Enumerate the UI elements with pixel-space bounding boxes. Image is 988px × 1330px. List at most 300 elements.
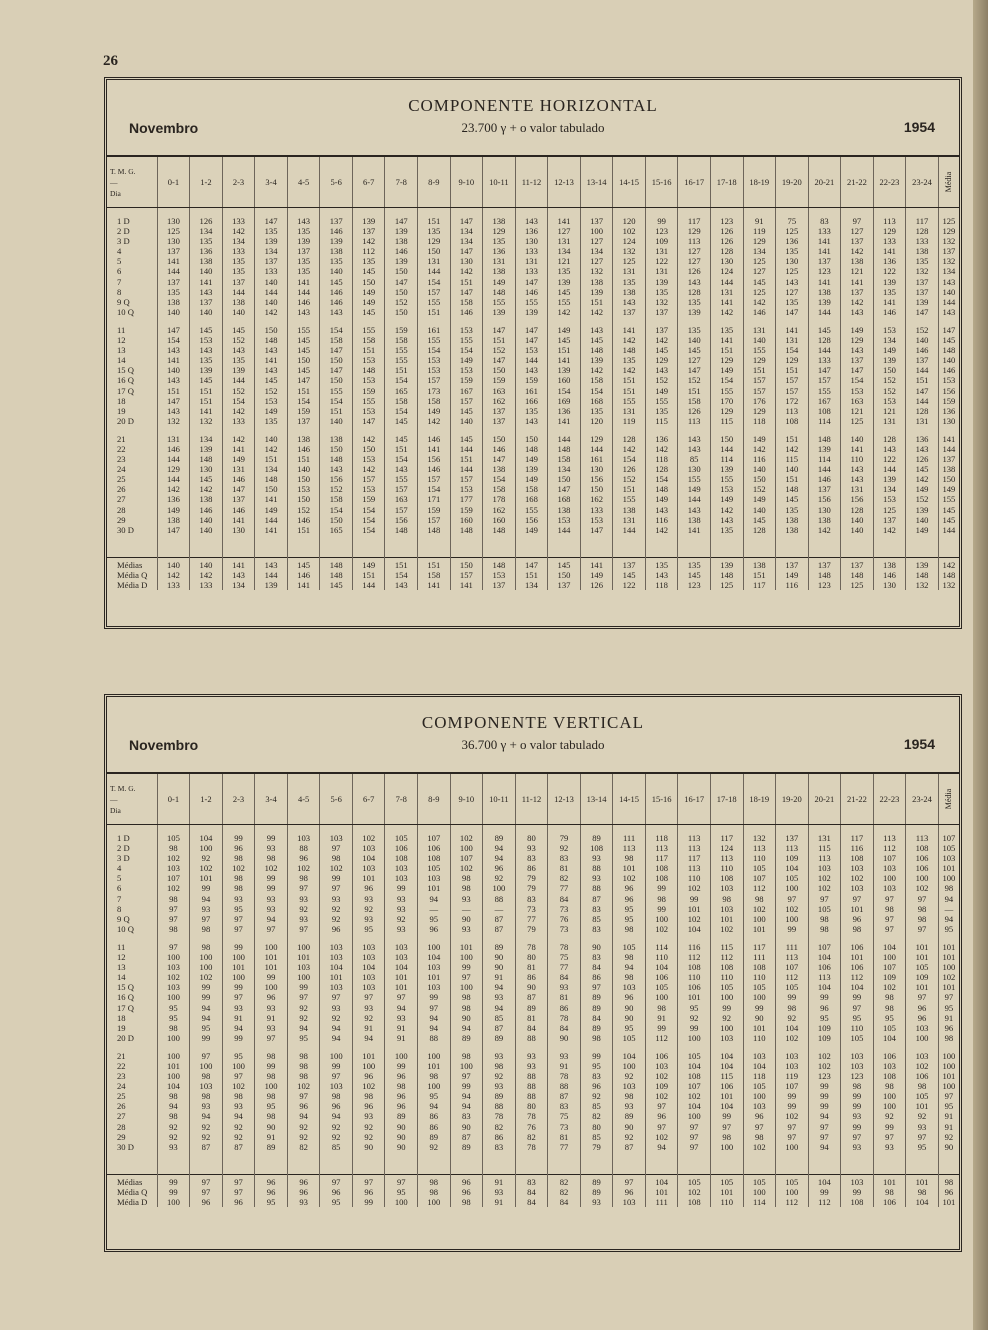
cell-value: 144 (222, 287, 255, 297)
cell-value: 130 (776, 256, 809, 266)
daily-mean: 148 (938, 345, 959, 355)
cell-value: 86 (515, 972, 548, 982)
cell-value: 137 (320, 216, 353, 226)
cell-value: 93 (222, 1003, 255, 1013)
cell-value: 104 (776, 1023, 809, 1033)
cell-value: 143 (613, 297, 646, 307)
cell-value: 140 (841, 525, 874, 535)
cell-value: 82 (548, 873, 581, 883)
cell-value: 100 (190, 962, 223, 972)
cell-value: 143 (678, 505, 711, 515)
cell-value: 111 (645, 1197, 678, 1207)
cell-value: 153 (873, 396, 906, 406)
cell-value: 129 (841, 335, 874, 345)
cell-value: 90 (483, 962, 516, 972)
cell-value: 88 (418, 1033, 451, 1043)
cell-value: 95 (255, 1101, 288, 1111)
cell-value: 155 (613, 494, 646, 504)
cell-value: 100 (255, 982, 288, 992)
cell-value: 144 (548, 525, 581, 535)
cell-value: 107 (873, 962, 906, 972)
cell-value: 102 (808, 873, 841, 883)
cell-value: 97 (776, 894, 809, 904)
row-label: 15 Q (117, 982, 134, 993)
cell-value: 101 (841, 952, 874, 962)
table-row (107, 1071, 959, 1081)
cell-value: 138 (190, 494, 223, 504)
cell-value: 150 (320, 515, 353, 525)
cell-value: 142 (841, 297, 874, 307)
hour-header: 10-11 (483, 157, 516, 208)
cell-value: 155 (678, 474, 711, 484)
cell-value: 173 (418, 386, 451, 396)
cell-value: 86 (515, 863, 548, 873)
cell-value: 112 (776, 972, 809, 982)
cell-value: 154 (548, 386, 581, 396)
cell-value: 129 (645, 355, 678, 365)
cell-value: 128 (873, 434, 906, 444)
daily-mean: 92 (938, 1132, 959, 1142)
daily-mean: 91 (938, 1111, 959, 1121)
row-label: Médias (107, 1174, 157, 1187)
table-row (107, 1111, 959, 1121)
cell-value: 147 (157, 525, 190, 535)
cell-value: 144 (808, 464, 841, 474)
daily-mean: 145 (938, 515, 959, 525)
cell-value: 136 (906, 434, 939, 444)
cell-value: 143 (841, 464, 874, 474)
cell-value: 142 (613, 335, 646, 345)
mean-header-label: Média (943, 172, 953, 193)
cell-value: 108 (906, 843, 939, 853)
cell-value: 141 (255, 525, 288, 535)
cell-value: 151 (352, 345, 385, 355)
cell-value: 109 (776, 853, 809, 863)
cell-value: 151 (255, 454, 288, 464)
cell-value: 132 (906, 266, 939, 276)
cell-value: 141 (157, 256, 190, 266)
cell-value: 98 (255, 853, 288, 863)
cell-value: 135 (776, 505, 809, 515)
cell-value: 82 (580, 1111, 613, 1121)
cell-value: 135 (222, 266, 255, 276)
cell-value: 92 (418, 1142, 451, 1152)
cell-value: 135 (613, 355, 646, 365)
cell-value: 100 (678, 1033, 711, 1043)
cell-value: 142 (352, 464, 385, 474)
row-label: 16 Q (117, 992, 134, 1003)
cell-value: 143 (678, 434, 711, 444)
cell-value: 73 (548, 904, 581, 914)
cell-value: 90 (613, 1003, 646, 1013)
cell-value: 122 (873, 454, 906, 464)
cell-value: 84 (548, 972, 581, 982)
cell-value: 93 (841, 1142, 874, 1152)
cell-value: 101 (678, 904, 711, 914)
cell-value: 146 (222, 505, 255, 515)
cell-value: 159 (352, 386, 385, 396)
cell-value: 150 (255, 325, 288, 335)
cell-value: 102 (776, 1033, 809, 1043)
cell-value: 135 (580, 406, 613, 416)
daily-mean: 90 (938, 1142, 959, 1152)
cell-value: 103 (808, 863, 841, 873)
cell-value: 91 (255, 1132, 288, 1142)
cell-value: 137 (580, 216, 613, 226)
cell-value: 101 (678, 992, 711, 1002)
section-month: Novembro (129, 737, 199, 753)
row-label: 27 (117, 1111, 126, 1122)
cell-value: 92 (320, 1013, 353, 1023)
cell-value: 98 (613, 952, 646, 962)
cell-value: 144 (515, 355, 548, 365)
cell-value: 93 (190, 904, 223, 914)
cell-value: 143 (157, 345, 190, 355)
cell-value: 178 (483, 494, 516, 504)
cell-value: 142 (222, 406, 255, 416)
cell-value: 137 (190, 297, 223, 307)
cell-value: 94 (483, 853, 516, 863)
cell-value: 93 (548, 1051, 581, 1061)
cell-value: 148 (483, 525, 516, 535)
cell-value: 94 (320, 1111, 353, 1121)
cell-value: 154 (287, 396, 320, 406)
cell-value: 158 (580, 375, 613, 385)
cell-value: 100 (157, 1197, 190, 1207)
cell-value: 97 (808, 1122, 841, 1132)
cell-value: 155 (385, 474, 418, 484)
cell-value: 151 (450, 454, 483, 464)
cell-value: 102 (320, 863, 353, 873)
cell-value: 103 (157, 982, 190, 992)
cell-value: 137 (645, 325, 678, 335)
cell-value: 142 (776, 444, 809, 454)
cell-value: 99 (255, 873, 288, 883)
cell-value: 89 (483, 1033, 516, 1043)
cell-value: 133 (515, 266, 548, 276)
cell-value: 94 (418, 1013, 451, 1023)
cell-value: 105 (776, 1174, 809, 1187)
cell-value: 113 (613, 843, 646, 853)
cell-value: 98 (190, 1091, 223, 1101)
cell-value: 158 (352, 335, 385, 345)
cell-value: 152 (385, 297, 418, 307)
hour-header: 22-23 (873, 157, 906, 208)
cell-value: 100 (645, 992, 678, 1002)
cell-value: 93 (352, 894, 385, 904)
cell-value: 98 (157, 894, 190, 904)
cell-value: 139 (320, 236, 353, 246)
cell-value: 132 (580, 266, 613, 276)
spacer-row (107, 208, 959, 217)
cell-value: 138 (841, 256, 874, 266)
cell-value: 91 (385, 1023, 418, 1033)
cell-value: 131 (645, 246, 678, 256)
cell-value: 105 (678, 1051, 711, 1061)
cell-value: 116 (678, 942, 711, 952)
cell-value: 89 (483, 833, 516, 843)
table-row (107, 863, 959, 873)
cell-value: 89 (580, 992, 613, 1002)
cell-value: 153 (841, 386, 874, 396)
table-row (107, 515, 959, 525)
cell-value: 103 (613, 982, 646, 992)
daily-mean: 156 (938, 386, 959, 396)
cell-value: 145 (743, 515, 776, 525)
row-label: 16 Q (117, 375, 134, 386)
cell-value: 115 (645, 416, 678, 426)
cell-value: 95 (613, 914, 646, 924)
cell-value: 107 (678, 1081, 711, 1091)
row-label: Média Q (117, 569, 148, 580)
cell-value: 153 (418, 365, 451, 375)
cell-value: 141 (548, 355, 581, 365)
cell-value: 105 (743, 863, 776, 873)
cell-value: 135 (157, 287, 190, 297)
cell-value: 105 (873, 1023, 906, 1033)
cell-value: 113 (710, 853, 743, 863)
cell-value: 126 (678, 266, 711, 276)
cell-value: 113 (678, 416, 711, 426)
cell-value: 129 (743, 355, 776, 365)
cell-value: 130 (580, 464, 613, 474)
cell-value: 95 (190, 1023, 223, 1033)
cell-value: 113 (906, 833, 939, 843)
cell-value: 103 (743, 1101, 776, 1111)
hour-header: 11-12 (515, 774, 548, 825)
cell-value: 98 (743, 1132, 776, 1142)
cell-value: 98 (776, 1003, 809, 1013)
cell-value: 135 (320, 256, 353, 266)
cell-value: 93 (255, 904, 288, 914)
cell-value: 150 (548, 570, 581, 580)
row-label: 23 (117, 454, 126, 465)
cell-value: 138 (157, 515, 190, 525)
cell-value: 103 (906, 1023, 939, 1033)
cell-value: 140 (157, 365, 190, 375)
cell-value: 103 (710, 904, 743, 914)
cell-value: 139 (808, 444, 841, 454)
cell-value: 97 (352, 1174, 385, 1187)
cell-value: 147 (157, 396, 190, 406)
hour-header: 0-1 (157, 774, 190, 825)
row-label: 13 (117, 345, 126, 356)
cell-value: 142 (873, 525, 906, 535)
spacer-row (107, 1043, 959, 1051)
daily-mean: 125 (938, 216, 959, 226)
cell-value: 114 (808, 416, 841, 426)
cell-value: 126 (710, 236, 743, 246)
cell-value: 151 (418, 216, 451, 226)
cell-value: 141 (841, 277, 874, 287)
cell-value: 100 (776, 1142, 809, 1152)
cell-value: 153 (548, 515, 581, 525)
cell-value: 139 (222, 365, 255, 375)
hour-header: 22-23 (873, 774, 906, 825)
row-label: 30 D (117, 1141, 134, 1152)
cell-value: 92 (352, 1013, 385, 1023)
cell-value: 96 (352, 1187, 385, 1197)
hour-header: 21-22 (841, 157, 874, 208)
cell-value: 150 (580, 484, 613, 494)
cell-value: 126 (710, 226, 743, 236)
cell-value: 134 (873, 484, 906, 494)
table-row (107, 416, 959, 426)
cell-value: 117 (743, 580, 776, 590)
cell-value: 92 (287, 1003, 320, 1013)
cell-value: 99 (222, 1033, 255, 1043)
section-header (107, 80, 959, 157)
cell-value: 136 (645, 434, 678, 444)
cell-value: 98 (450, 1197, 483, 1207)
cell-value: 112 (873, 843, 906, 853)
cell-value: 78 (515, 1142, 548, 1152)
cell-value: 145 (548, 287, 581, 297)
cell-value: 99 (222, 982, 255, 992)
cell-value: 95 (418, 914, 451, 924)
daily-mean: 140 (938, 355, 959, 365)
cell-value: 138 (190, 256, 223, 266)
cell-value: 150 (385, 287, 418, 297)
cell-value: 87 (613, 1142, 646, 1152)
cell-value: 92 (906, 1111, 939, 1121)
cell-value: 98 (873, 1003, 906, 1013)
cell-value: 151 (613, 386, 646, 396)
cell-value: 147 (678, 365, 711, 375)
cell-value: 102 (287, 863, 320, 873)
cell-value: 157 (776, 386, 809, 396)
cell-value: 85 (580, 1101, 613, 1111)
cell-value: 130 (873, 580, 906, 590)
row-label: 8 (117, 903, 122, 914)
cell-value: 139 (906, 297, 939, 307)
cell-value: 99 (255, 972, 288, 982)
cell-value: 125 (841, 416, 874, 426)
cell-value: 98 (450, 873, 483, 883)
cell-value: 131 (613, 515, 646, 525)
cell-value: 98 (287, 873, 320, 883)
cell-value: 144 (808, 307, 841, 317)
cell-value: 75 (776, 216, 809, 226)
cell-value: 143 (385, 580, 418, 590)
cell-value: 152 (483, 345, 516, 355)
cell-value: 130 (222, 525, 255, 535)
cell-value: 142 (190, 570, 223, 580)
cell-value: 98 (222, 853, 255, 863)
cell-value: 102 (190, 972, 223, 982)
table-row (107, 972, 959, 982)
cell-value: 96 (222, 1197, 255, 1207)
cell-value: 113 (873, 833, 906, 843)
cell-value: 106 (873, 1197, 906, 1207)
cell-value: 93 (873, 1142, 906, 1152)
cell-value: 125 (776, 226, 809, 236)
cell-value: 96 (222, 843, 255, 853)
cell-value: 97 (222, 1174, 255, 1187)
cell-value: 148 (320, 570, 353, 580)
cell-value: 150 (743, 474, 776, 484)
cell-value: 98 (352, 1091, 385, 1101)
cell-value: 137 (255, 256, 288, 266)
cell-value: 142 (580, 307, 613, 317)
table-row (107, 843, 959, 853)
cell-value: 96 (352, 1071, 385, 1081)
cell-value: 133 (808, 355, 841, 365)
cell-value: 103 (873, 1061, 906, 1071)
cell-value: 119 (776, 1071, 809, 1081)
cell-value: 102 (157, 853, 190, 863)
cell-value: 145 (678, 570, 711, 580)
cell-value: 145 (352, 266, 385, 276)
cell-value: 166 (515, 396, 548, 406)
cell-value: 97 (222, 1187, 255, 1197)
cell-value: 106 (906, 1071, 939, 1081)
cell-value: 97 (776, 1132, 809, 1142)
row-label: 26 (117, 1101, 126, 1112)
hour-header: 21-22 (841, 774, 874, 825)
cell-value: 138 (287, 434, 320, 444)
cell-value: 148 (515, 444, 548, 454)
section-horizontal (104, 77, 962, 629)
cell-value: 99 (710, 1003, 743, 1013)
cell-value: 98 (808, 924, 841, 934)
cell-value: 98 (320, 853, 353, 863)
table-row (107, 1091, 959, 1101)
cell-value: 97 (287, 924, 320, 934)
hour-header: 17-18 (710, 774, 743, 825)
cell-value: 144 (255, 570, 288, 580)
table-row (107, 883, 959, 893)
cell-value: 91 (222, 1013, 255, 1023)
cell-value: 146 (808, 474, 841, 484)
cell-value: 143 (255, 365, 288, 375)
table-row (107, 1081, 959, 1091)
cell-value: 89 (580, 833, 613, 843)
daily-mean: 143 (938, 277, 959, 287)
mean-row (107, 570, 959, 580)
table-row (107, 474, 959, 484)
cell-value: 157 (418, 474, 451, 484)
cell-value: 98 (645, 1003, 678, 1013)
cell-value: 104 (157, 1081, 190, 1091)
cell-value: 100 (776, 883, 809, 893)
cell-value: 78 (515, 942, 548, 952)
cell-value: 98 (157, 1023, 190, 1033)
cell-value: 87 (580, 894, 613, 904)
cell-value: 92 (613, 1071, 646, 1081)
cell-value: 148 (385, 525, 418, 535)
cell-value: 97 (190, 1174, 223, 1187)
cell-value: 105 (743, 1081, 776, 1091)
cell-value: 98 (483, 1061, 516, 1071)
cell-value: 81 (548, 992, 581, 1002)
cell-value: 102 (352, 833, 385, 843)
page-number: 26 (103, 53, 118, 69)
daily-mean: 97 (938, 992, 959, 1002)
cell-value: 176 (743, 396, 776, 406)
cell-value: 153 (450, 365, 483, 375)
cell-value: 155 (385, 355, 418, 365)
cell-value: 109 (873, 972, 906, 982)
cell-value: 138 (808, 287, 841, 297)
cell-value: 117 (906, 216, 939, 226)
row-label: 5 (117, 256, 122, 267)
cell-value: 108 (776, 416, 809, 426)
cell-value: 135 (287, 266, 320, 276)
cell-value: 102 (450, 833, 483, 843)
cell-value: 95 (873, 1013, 906, 1023)
cell-value: 98 (222, 1091, 255, 1101)
